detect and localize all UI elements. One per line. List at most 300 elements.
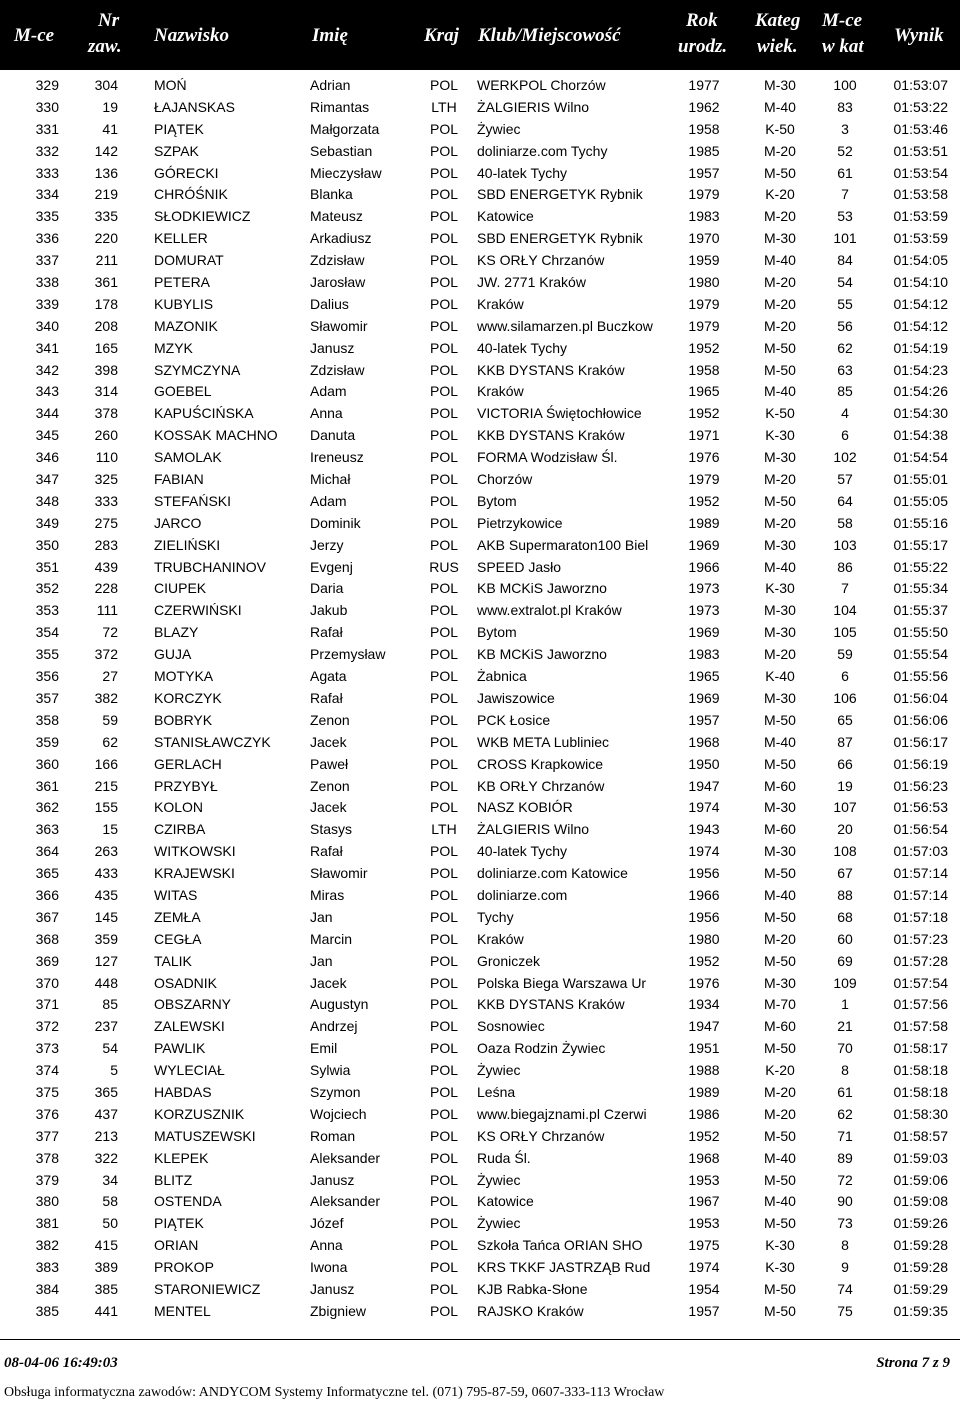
cell-category-place: 62 [837,1105,853,1122]
cell-club: Żywiec [477,120,521,137]
cell-place: 341 [35,339,59,356]
cell-result: 01:58:30 [893,1105,948,1122]
cell-bib: 211 [95,252,118,269]
cell-club: doliniarze.com Katowice [477,865,628,882]
cell-country: POL [429,230,458,247]
table-row [0,228,960,250]
cell-category-place: 21 [837,1018,853,1035]
cell-category: M-20 [764,646,796,663]
cell-birth-year: 1988 [688,1062,720,1079]
cell-first-name: Aleksander [310,1149,381,1166]
cell-surname: ORIAN [154,1237,199,1254]
cell-place: 343 [35,383,59,400]
cell-category-place: 59 [837,646,853,663]
cell-bib: 219 [94,186,118,203]
cell-club: Leśna [477,1083,516,1100]
cell-first-name: Małgorzata [310,120,380,137]
cell-country: POL [429,295,458,312]
cell-place: 373 [35,1040,59,1057]
cell-club: www.silamarzen.pl Buczkow [477,317,653,334]
cell-first-name: Dominik [310,514,361,531]
cell-country: POL [429,646,458,663]
cell-birth-year: 1973 [688,602,720,619]
table-row [0,1148,960,1170]
cell-first-name: Zdzisław [310,361,365,378]
cell-bib: 41 [102,120,118,137]
cell-category-place: 84 [837,252,853,269]
cell-first-name: Rafał [310,843,343,860]
cell-first-name: Stasys [310,821,353,838]
cell-place: 358 [35,711,59,728]
cell-country: POL [429,405,458,422]
cell-club: Sosnowiec [477,1018,545,1035]
cell-category-place: 90 [837,1193,853,1210]
cell-bib: 433 [94,865,118,882]
cell-surname: ŁAJANSKAS [154,98,235,115]
cell-result: 01:59:29 [893,1280,948,1297]
cell-surname: KORCZYK [154,689,222,706]
cell-category: M-30 [764,449,796,466]
cell-category-place: 61 [837,164,853,181]
cell-country: POL [429,733,458,750]
table-row [0,797,960,819]
cell-bib: 85 [102,996,118,1013]
cell-category: M-50 [764,1302,796,1319]
cell-club: KKB DYSTANS Kraków [477,996,625,1013]
cell-category: K-50 [765,405,795,422]
cell-place: 335 [35,208,59,225]
table-row [0,710,960,732]
cell-first-name: Dalius [310,295,349,312]
cell-club: Żabnica [477,668,527,685]
cell-bib: 314 [94,383,118,400]
cell-birth-year: 1956 [688,908,720,925]
cell-bib: 54 [102,1040,118,1057]
cell-first-name: Ireneusz [310,449,364,466]
header-country: Kraj [424,25,459,46]
cell-surname: SZPAK [154,142,199,159]
cell-first-name: Paweł [310,755,349,772]
cell-surname: KOSSAK MACHNO [154,427,278,444]
cell-category-place: 60 [837,930,853,947]
cell-category: M-30 [764,230,796,247]
cell-first-name: Daria [310,580,344,597]
cell-first-name: Agata [310,668,347,685]
cell-category: M-50 [764,492,796,509]
cell-country: POL [429,164,458,181]
cell-birth-year: 1952 [688,1127,720,1144]
cell-country: POL [429,1040,458,1057]
cell-country: LTH [431,98,457,115]
cell-result: 01:55:56 [893,668,948,685]
cell-surname: DOMURAT [154,252,224,269]
cell-first-name: Adam [310,492,347,509]
cell-birth-year: 1952 [688,952,720,969]
cell-first-name: Jacek [310,799,347,816]
cell-place: 356 [35,668,59,685]
cell-result: 01:56:54 [893,821,948,838]
cell-category: M-20 [764,514,796,531]
cell-surname: MOŃ [154,77,187,93]
cell-birth-year: 1947 [688,1018,720,1035]
cell-birth-year: 1966 [688,558,720,575]
cell-club: KS ORŁY Chrzanów [477,1127,605,1144]
cell-country: POL [429,908,458,925]
cell-place: 361 [35,777,59,794]
table-row [0,1191,960,1213]
cell-place: 355 [35,646,59,663]
cell-bib: 237 [94,1018,118,1035]
cell-category-place: 67 [837,865,853,882]
cell-result: 01:55:05 [893,492,948,509]
table-row [0,578,960,600]
table-row [0,754,960,776]
cell-surname: OSADNIK [154,974,218,991]
cell-country: POL [429,317,458,334]
cell-birth-year: 1980 [688,930,720,947]
cell-birth-year: 1953 [688,1215,720,1232]
cell-result: 01:53:22 [893,98,948,115]
cell-country: POL [429,1259,458,1276]
cell-first-name: Zenon [310,777,350,794]
cell-club: Polska Biega Warszawa Ur [477,974,647,991]
cell-category: M-40 [764,1149,796,1166]
cell-club: Bytom [477,492,517,509]
cell-category: M-20 [764,317,796,334]
table-row [0,841,960,863]
cell-birth-year: 1952 [688,405,720,422]
cell-first-name: Jarosław [310,274,366,291]
header-year-line1: Rok [686,10,718,31]
cell-bib: 437 [94,1105,118,1122]
cell-surname: PROKOP [154,1259,214,1276]
cell-place: 363 [35,821,59,838]
cell-category: M-50 [764,1215,796,1232]
table-row [0,907,960,929]
cell-first-name: Andrzej [310,1018,358,1035]
cell-club: SBD ENERGETYK Rybnik [477,186,643,203]
cell-surname: STANISŁAWCZYK [154,733,271,750]
cell-country: RUS [429,558,459,575]
cell-category-place: 88 [837,886,853,903]
cell-result: 01:57:23 [893,930,948,947]
cell-country: LTH [431,821,457,838]
cell-country: POL [429,580,458,597]
cell-category: K-30 [765,580,795,597]
cell-birth-year: 1966 [688,886,720,903]
cell-surname: KORZUSZNIK [154,1105,245,1122]
cell-surname: STEFAŃSKI [154,492,232,509]
cell-surname: WYLECIAŁ [154,1062,225,1079]
cell-place: 357 [35,689,59,706]
cell-surname: SAMOLAK [154,449,222,466]
cell-surname: BLAZY [154,624,199,641]
cell-first-name: Sebastian [310,142,373,159]
cell-category-place: 64 [837,492,853,509]
table-row [0,469,960,491]
cell-category: M-50 [764,1127,796,1144]
cell-bib: 325 [94,471,118,488]
table-row [0,688,960,710]
cell-first-name: Arkadiusz [310,230,372,247]
cell-bib: 62 [102,733,118,750]
cell-country: POL [429,383,458,400]
cell-category: M-50 [764,908,796,925]
cell-country: POL [429,361,458,378]
cell-category-place: 62 [837,339,853,356]
table-row [0,1235,960,1257]
cell-category: M-50 [764,952,796,969]
cell-birth-year: 1979 [688,317,720,334]
cell-surname: PETERA [154,274,211,291]
cell-result: 01:57:28 [893,952,948,969]
cell-club: KKB DYSTANS Kraków [477,361,625,378]
cell-bib: 304 [94,77,118,93]
cell-club: Kraków [477,383,524,400]
cell-category-place: 8 [841,1062,849,1079]
cell-birth-year: 1969 [688,689,720,706]
cell-birth-year: 1959 [688,252,720,269]
cell-club: SBD ENERGETYK Rybnik [477,230,643,247]
cell-category: M-60 [764,1018,796,1035]
cell-birth-year: 1952 [688,339,720,356]
table-row [0,644,960,666]
cell-birth-year: 1952 [688,492,720,509]
cell-birth-year: 1971 [688,427,720,444]
cell-place: 354 [35,624,59,641]
cell-surname: FABIAN [154,471,204,488]
cell-category: M-60 [764,777,796,794]
cell-category-place: 20 [837,821,853,838]
header-bib-line2: zaw. [88,36,122,57]
cell-bib: 382 [94,689,118,706]
cell-country: POL [429,77,458,93]
cell-first-name: Jakub [310,602,348,619]
cell-bib: 59 [102,711,118,728]
cell-bib: 283 [94,536,118,553]
cell-category: M-40 [764,98,796,115]
cell-birth-year: 1989 [688,1083,720,1100]
cell-result: 01:59:03 [893,1149,948,1166]
cell-category-place: 6 [841,427,849,444]
cell-category: M-40 [764,733,796,750]
table-row [0,776,960,798]
cell-bib: 5 [110,1062,118,1079]
cell-country: POL [429,1237,458,1254]
cell-place: 365 [35,865,59,882]
cell-birth-year: 1969 [688,624,720,641]
table-row [0,1301,960,1323]
table-header [0,0,960,70]
header-category-line2: wiek. [757,36,798,57]
cell-first-name: Miras [310,886,345,903]
cell-first-name: Marcin [310,930,353,947]
cell-category: M-20 [764,1083,796,1100]
cell-category-place: 6 [841,668,849,685]
cell-birth-year: 1983 [688,208,720,225]
cell-club: VICTORIA Świętochłowice [477,405,642,422]
cell-first-name: Janusz [310,339,355,356]
cell-category-place: 57 [837,471,853,488]
cell-club: Katowice [477,1193,534,1210]
footer-divider [0,1339,960,1340]
table-row [0,819,960,841]
cell-first-name: Szymon [310,1083,361,1100]
cell-bib: 178 [94,295,118,312]
cell-birth-year: 1974 [688,843,720,860]
cell-category-place: 75 [837,1302,853,1319]
cell-category: M-50 [764,711,796,728]
cell-first-name: Aleksander [310,1193,381,1210]
cell-category-place: 106 [833,689,857,706]
cell-country: POL [429,930,458,947]
cell-category: M-20 [764,142,796,159]
table-row [0,600,960,622]
table-row [0,447,960,469]
cell-category: M-20 [764,1105,796,1122]
cell-bib: 441 [94,1302,118,1319]
cell-club: KS ORŁY Chrzanów [477,252,605,269]
cell-place: 331 [35,120,59,137]
cell-surname: BLITZ [154,1171,193,1188]
cell-birth-year: 1968 [688,733,720,750]
cell-first-name: Zdzisław [310,252,365,269]
cell-category-place: 107 [833,799,857,816]
cell-category: M-50 [764,865,796,882]
table-row [0,994,960,1016]
cell-place: 384 [35,1280,59,1297]
cell-category-place: 4 [841,405,849,422]
cell-bib: 166 [94,755,118,772]
cell-result: 01:54:12 [893,295,948,312]
cell-club: Bytom [477,624,517,641]
cell-category: M-30 [764,602,796,619]
cell-birth-year: 1969 [688,536,720,553]
cell-category-place: 61 [837,1083,853,1100]
table-row [0,1279,960,1301]
table-row [0,973,960,995]
cell-club: KRS TKKF JASTRZĄB Rud [477,1259,651,1276]
table-row [0,951,960,973]
cell-result: 01:55:16 [893,514,948,531]
cell-bib: 136 [94,164,118,181]
cell-club: Chorzów [477,471,533,488]
table-row [0,360,960,382]
cell-place: 360 [35,755,59,772]
cell-place: 359 [35,733,59,750]
cell-first-name: Michał [310,471,351,488]
cell-birth-year: 1965 [688,668,720,685]
cell-bib: 165 [94,339,118,356]
cell-category: K-20 [765,186,795,203]
cell-category-place: 70 [837,1040,853,1057]
cell-first-name: Mateusz [310,208,363,225]
cell-category: M-30 [764,689,796,706]
cell-place: 344 [35,405,59,422]
table-row [0,403,960,425]
cell-surname: BOBRYK [154,711,213,728]
cell-result: 01:56:23 [893,777,948,794]
cell-first-name: Anna [310,1237,343,1254]
cell-category-place: 8 [841,1237,849,1254]
cell-birth-year: 1983 [688,646,720,663]
cell-surname: OSTENDA [154,1193,222,1210]
table-row [0,513,960,535]
cell-first-name: Przemysław [310,646,386,663]
cell-category-place: 7 [841,580,849,597]
table-row [0,294,960,316]
cell-place: 374 [35,1062,59,1079]
cell-bib: 142 [94,142,118,159]
cell-first-name: Iwona [310,1259,348,1276]
cell-category-place: 74 [837,1280,853,1297]
cell-first-name: Sylwia [310,1062,351,1079]
cell-result: 01:53:46 [893,120,948,137]
cell-birth-year: 1958 [688,120,720,137]
table-row [0,557,960,579]
cell-result: 01:57:58 [893,1018,948,1035]
cell-first-name: Anna [310,405,343,422]
cell-birth-year: 1976 [688,974,720,991]
table-row [0,1038,960,1060]
table-row [0,184,960,206]
cell-birth-year: 1956 [688,865,720,882]
table-row [0,1126,960,1148]
cell-club: 40-latek Tychy [477,339,568,356]
cell-first-name: Rafał [310,689,343,706]
cell-category-place: 66 [837,755,853,772]
cell-club: JW. 2771 Kraków [477,274,586,291]
table-row [0,732,960,754]
cell-place: 332 [35,142,59,159]
cell-bib: 275 [94,514,118,531]
cell-birth-year: 1986 [688,1105,720,1122]
cell-place: 351 [35,558,59,575]
table-row [0,250,960,272]
cell-birth-year: 1970 [688,230,720,247]
header-cat-place-line1: M-ce [822,10,863,31]
cell-birth-year: 1962 [688,98,720,115]
cell-category: M-40 [764,383,796,400]
cell-place: 345 [35,427,59,444]
cell-place: 382 [35,1237,59,1254]
header-cat-place-line2: w kat [822,36,864,57]
cell-first-name: Emil [310,1040,338,1057]
cell-surname: WITAS [154,886,198,903]
header-surname: Nazwisko [154,25,229,46]
cell-first-name: Adrian [310,77,351,93]
cell-birth-year: 1985 [688,142,720,159]
cell-result: 01:57:54 [893,974,948,991]
cell-first-name: Janusz [310,1171,355,1188]
cell-surname: SZYMCZYNA [154,361,241,378]
cell-category-place: 7 [841,186,849,203]
cell-category: M-50 [764,164,796,181]
cell-result: 01:54:19 [893,339,948,356]
cell-club: WERKPOL Chorzów [477,77,606,93]
cell-result: 01:57:14 [893,886,948,903]
cell-place: 330 [35,98,59,115]
cell-category: K-30 [765,1259,795,1276]
cell-category: M-20 [764,471,796,488]
cell-surname: MZYK [154,339,193,356]
cell-place: 348 [35,492,59,509]
cell-club: KB MCKiS Jaworzno [477,580,607,597]
cell-surname: STARONIEWICZ [154,1280,261,1297]
cell-club: Ruda Śl. [477,1149,531,1166]
cell-category: M-50 [764,1280,796,1297]
cell-country: POL [429,1127,458,1144]
